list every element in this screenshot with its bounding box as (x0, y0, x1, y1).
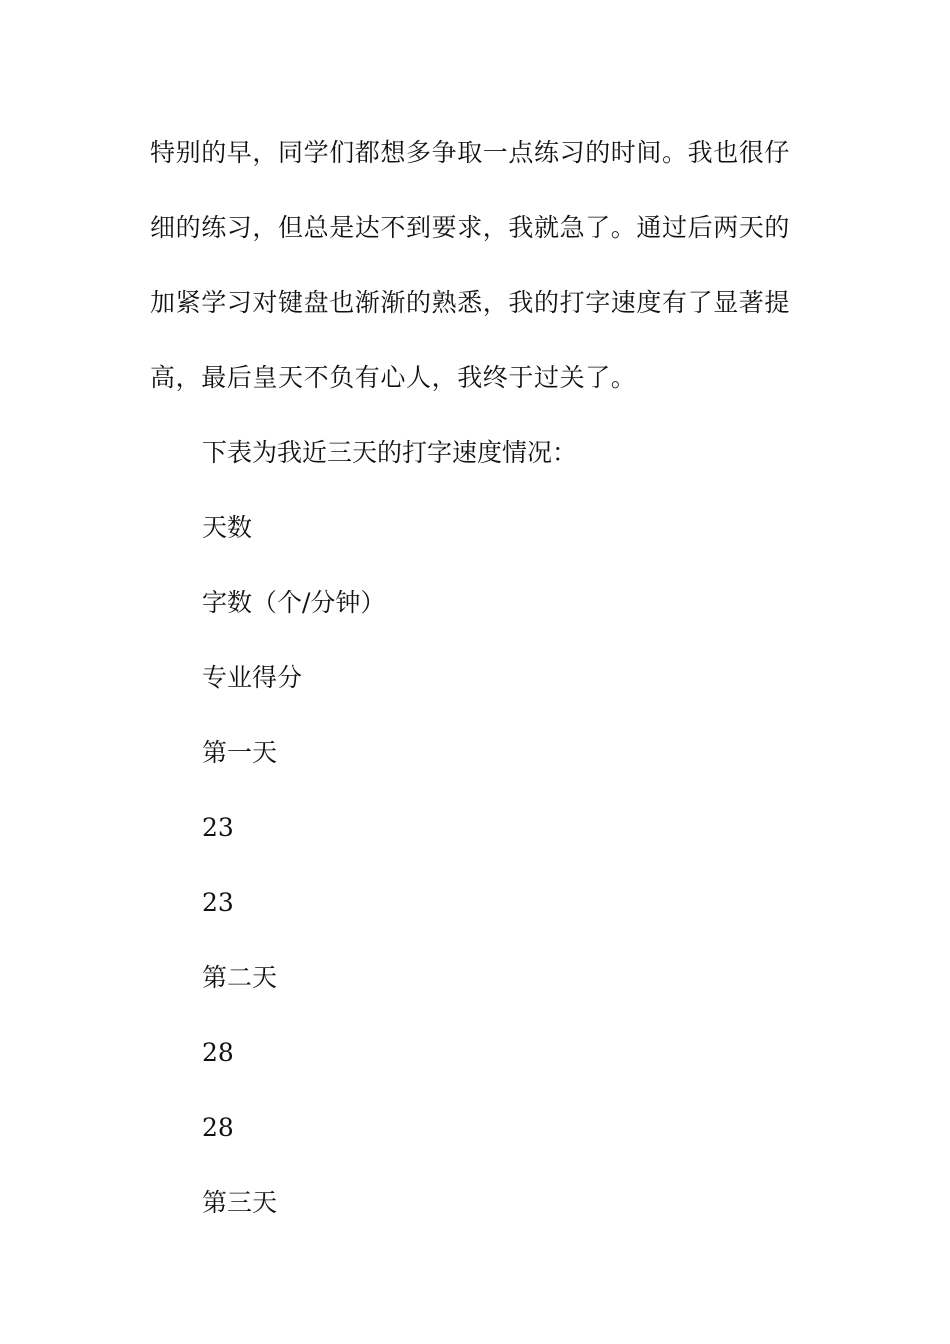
table-cell: 字数（个/分钟） (202, 588, 386, 617)
table-cell: 天数 (202, 513, 253, 542)
table-cell: 28 (202, 1038, 234, 1067)
table-intro-text: 下表为我近三天的打字速度情况： (202, 438, 578, 467)
table-cell: 23 (202, 888, 234, 917)
paragraph-line: 加紧学习对键盘也渐渐的熟悉，我的打字速度有了显著提 (150, 288, 791, 317)
table-cell: 第三天 (202, 1188, 278, 1217)
table-cell: 专业得分 (202, 663, 303, 692)
paragraph-line: 细的练习，但总是达不到要求，我就急了。通过后两天的 (150, 213, 791, 242)
table-cell: 第二天 (202, 963, 278, 992)
table-cell: 28 (202, 1113, 234, 1142)
paragraph-line: 特别的早，同学们都想多争取一点练习的时间。我也很仔 (150, 138, 791, 167)
paragraph-line: 高，最后皇天不负有心人，我终于过关了。 (150, 363, 637, 392)
body-paragraph (150, 115, 800, 415)
table-cell: 23 (202, 813, 234, 842)
table-cell: 第一天 (202, 738, 278, 767)
